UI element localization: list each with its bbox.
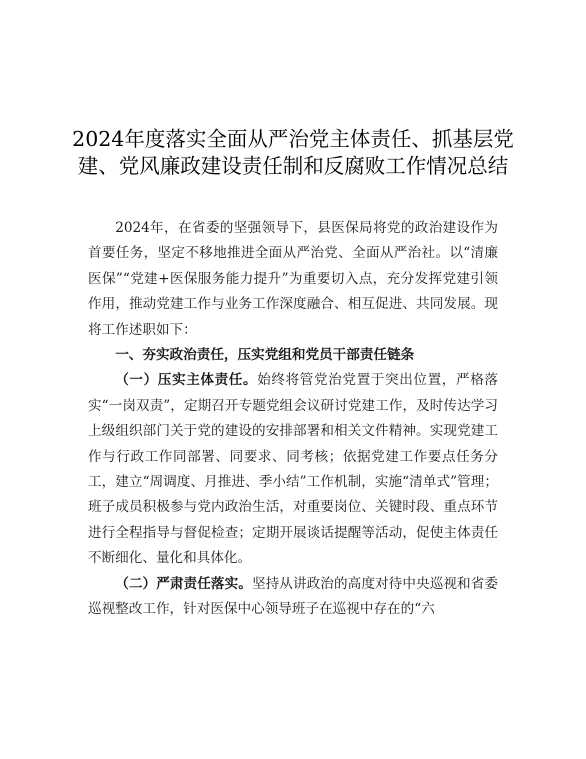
subsection-text-2: 坚持从讲政治的高度对待中央巡视和省委巡视整改工作，针对医保中心领导班子在巡视中存在的“六 bbox=[88, 575, 499, 618]
subsection-paragraph-2 bbox=[88, 572, 498, 623]
subsection-lead-2: （二）严肃责任落实。 bbox=[115, 575, 252, 592]
subsection-paragraph-1 bbox=[88, 368, 498, 571]
intro-paragraph: 2024年，在省委的坚强领导下，县医保局将党的政治建设作为首要任务，坚定不移地推进全面从严治党、全面从严治社。以“清廉医保”“党建+医保服务能力提升”为重要切入点，充分发挥党建引领作用，推动党建工作与业务工作深度融合、相互促进、共同发展。现将工作述职如下： bbox=[88, 220, 498, 338]
subsection-lead-1: （一）压实主体责任。 bbox=[115, 372, 258, 389]
document-title: 2024年度落实全面从严治党主体责任、抓基层党建、党风廉政建设责任制和反腐败工作情况总结 bbox=[72, 127, 514, 178]
document-body bbox=[88, 216, 498, 623]
subsection-text-1: 始终将管党治党置于突出位置，严格落实“一岗双责”，定期召开专题党组会议研讨党建工作，及时传达学习上级组织部门关于党的建设的安排部署和相关文件精神。实现党建工作与行政工作同部署、同要求、同考核；依据党建工作要点任务分工，建立“周调度、月推进、季小结”工作机制，实施“清单式”管理；班子成员积极参与党内政治生活，对重要岗位、关键时段、重点环节进行全程指导与督促检查；定期开展谈话提醒等活动，促使主体责任不断细化、量化和具体化。 bbox=[88, 372, 499, 567]
section-heading: 一、夯实政治责任，压实党组和党员干部责任链条 bbox=[115, 347, 415, 364]
